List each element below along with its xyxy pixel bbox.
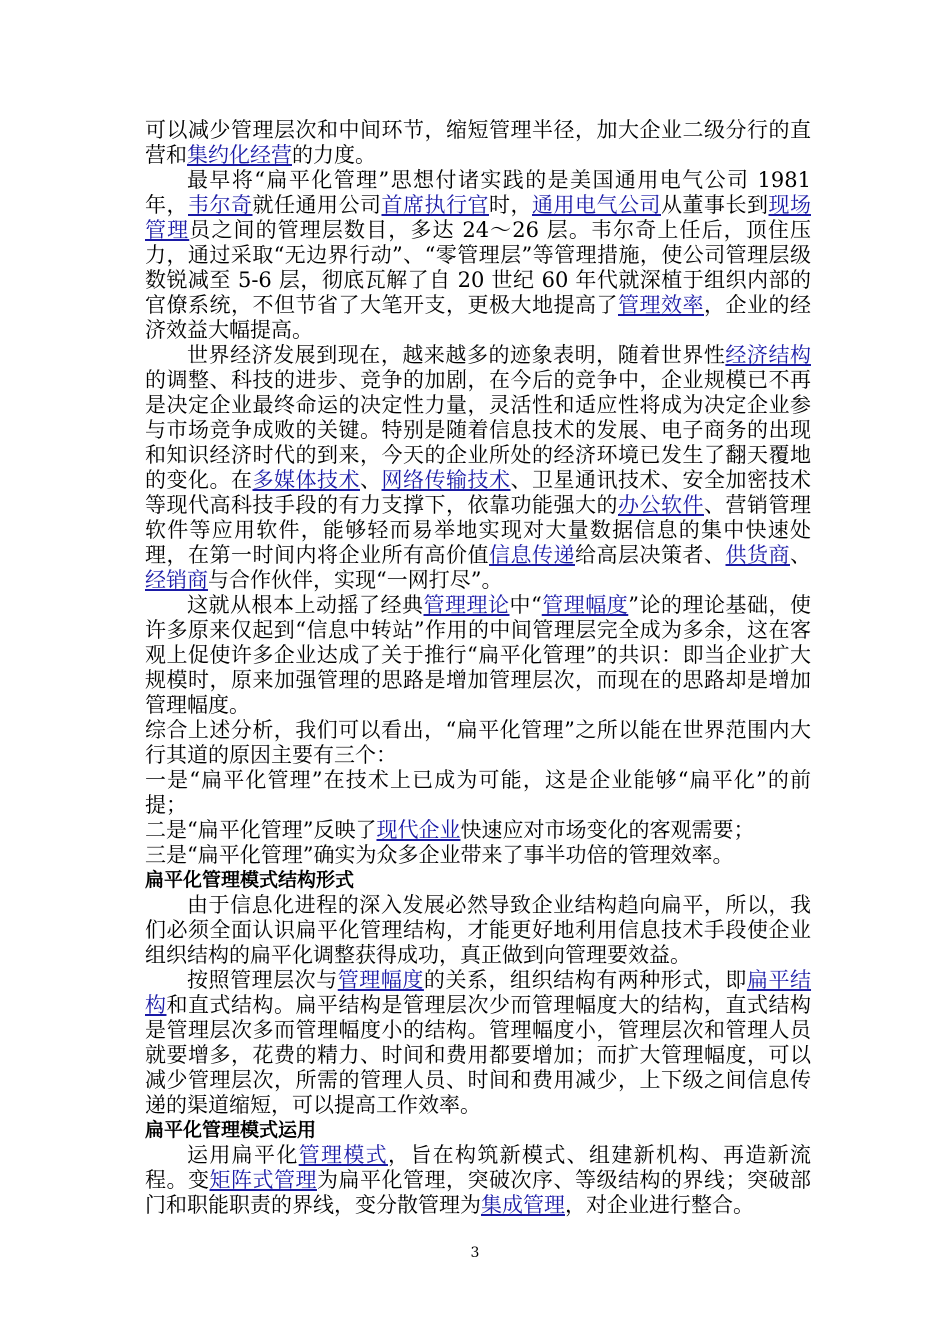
- section-heading: [145, 868, 811, 893]
- hyperlink[interactable]: 管理效率: [618, 293, 704, 317]
- paragraph: [145, 718, 811, 768]
- hyperlink[interactable]: 供货商: [725, 543, 790, 567]
- hyperlink[interactable]: 集成管理: [481, 1193, 565, 1217]
- text-run: 一是“扁平化管理”在技术上已成为可能，这是企业能够“扁平化”的前提；: [145, 768, 811, 817]
- hyperlink[interactable]: 韦尔奇: [188, 193, 253, 217]
- hyperlink[interactable]: 首席执行官: [381, 193, 489, 217]
- text-run: 从董事长到: [661, 193, 769, 217]
- paragraph: [145, 343, 811, 593]
- paragraph: [145, 1143, 811, 1218]
- paragraph: [145, 843, 811, 868]
- paragraph: [145, 118, 811, 168]
- text-run: 由于信息化进程的深入发展必然导致企业结构趋向扁平，所以，我们必须全面认识扁平化管理结构，才能更好地利用信息技术手段使企业组织结构的扁平化调整获得成功，真正做到向管理要效益。: [145, 893, 811, 967]
- hyperlink[interactable]: 经销商: [145, 568, 208, 592]
- text-run: ，企业的经济效益大幅提高。: [145, 293, 811, 342]
- text-run: 这就从根本上动摇了经典: [187, 593, 424, 617]
- hyperlink[interactable]: 办公软件: [618, 493, 704, 517]
- text-run: 、营销管理软件等应用软件，能够轻而易举地实现对大量数据信息的集中快速处理，在第一时间内将企业所有高价值: [145, 493, 811, 567]
- text-run: 三是“扁平化管理”确实为众多企业带来了事半功倍的管理效率。: [145, 843, 734, 867]
- hyperlink[interactable]: 现代企业: [376, 818, 461, 842]
- text-run: 、: [790, 543, 811, 567]
- text-run: 时，: [489, 193, 532, 217]
- text-run: 扁平化管理模式运用: [145, 1119, 317, 1141]
- text-run: 的关系，组织结构有两种形式，即: [423, 968, 747, 992]
- text-run: 世界经济发展到现在，越来越多的迹象表明，随着世界性: [187, 343, 726, 367]
- text-run: 和直式结构。扁平结构是管理层次少而管理幅度大的结构，直式结构是管理层次多而管理幅度小的结构。管理幅度小，管理层次和管理人员就要增多，花费的精力、时间和费用都要增加；而扩大管理幅度，可以减少管理层次，所需的管理人员、时间和费用减少，上下级之间信息传递的渠道缩短，可以提高工作效率。: [145, 993, 811, 1117]
- hyperlink[interactable]: 集约化经营: [187, 143, 292, 167]
- hyperlink[interactable]: 管理幅度: [337, 968, 424, 992]
- section-heading: [145, 1118, 811, 1143]
- text-run: 就任通用公司: [252, 193, 382, 217]
- paragraph: [145, 818, 811, 843]
- paragraph: [145, 893, 811, 968]
- text-run: 、: [360, 468, 382, 492]
- page-number: 3: [470, 1245, 480, 1261]
- text-run: 中“: [509, 593, 542, 617]
- hyperlink[interactable]: 信息传递: [489, 543, 575, 567]
- text-run: 二是“扁平化管理”反映了: [145, 818, 377, 842]
- text-run: 快速应对市场变化的客观需要；: [460, 818, 755, 842]
- text-run: 员之间的管理层数目，多达 24～26 层。韦尔奇上任后，顶住压力，通过采取“无边界行动”、“零管理层”等管理措施，使公司管理层级数锐减至 5-6 层，彻底瓦解了自 20 世纪 60 年代就深植于组织内部的官僚系统，不但节省了大笔开支，更极大地提高了: [145, 218, 812, 317]
- paragraph: [145, 593, 811, 718]
- text-run: 按照管理层次与: [187, 968, 338, 992]
- hyperlink[interactable]: 网络传输技术: [381, 468, 511, 492]
- text-run: 、卫星通讯技术、安全加密技术等现代高科技手段的有力支撑下，依靠功能强大的: [145, 468, 811, 517]
- text-run: 给高层决策者、: [575, 543, 726, 567]
- hyperlink[interactable]: 矩阵式管理: [209, 1168, 317, 1192]
- paragraph: [145, 968, 811, 1118]
- hyperlink[interactable]: 经济结构: [725, 343, 811, 367]
- text-run: 为扁平化管理，突破次序、等级结构的界线；突破部门和职能职责的界线，变分散管理为: [145, 1168, 811, 1217]
- text-run: 的调整、科技的进步、竞争的加剧，在今后的竞争中，企业规模已不再是决定企业最终命运的决定性力量，灵活性和适应性将成为决定企业参与市场竞争成败的关键。特别是随着信息技术的发展、电子商务的出现和知识经济时代的到来，今天的企业所处的经济环境已发生了翻天覆地的变化。在: [145, 368, 811, 492]
- text-run: 综合上述分析，我们可以看出，“扁平化管理”之所以能在世界范围内大行其道的原因主要有三个：: [145, 718, 811, 767]
- hyperlink[interactable]: 管理幅度: [541, 593, 629, 617]
- document-body: [145, 118, 811, 1218]
- text-run: 最早将“扁平化管理”思想付诸实践的是美国通用电气公司 1981 年，: [145, 168, 811, 217]
- hyperlink[interactable]: 通用电气公司: [532, 193, 661, 217]
- text-run: ，对企业进行整合。: [565, 1193, 754, 1217]
- text-run: 与合作伙伴，实现“一网打尽”。: [208, 568, 503, 592]
- text-run: 扁平化管理模式结构形式: [145, 869, 355, 891]
- hyperlink[interactable]: 扁平结构: [145, 968, 812, 1017]
- hyperlink[interactable]: 管理理论: [423, 593, 510, 617]
- paragraph: [145, 168, 811, 343]
- text-run: ”论的理论基础，使许多原来仅起到“信息中转站”作用的中间管理层完全成为多余，这在客观上促使许多企业达成了关于推行“扁平化管理”的共识：即当企业扩大规模时，原来加强管理的思路是增加管理层次，而现在的思路却是增加管理幅度。: [145, 593, 811, 717]
- text-run: 运用扁平化: [187, 1143, 299, 1167]
- text-run: 的力度。: [292, 143, 376, 167]
- paragraph: [145, 768, 811, 818]
- hyperlink[interactable]: 现场管理: [145, 193, 811, 242]
- hyperlink[interactable]: 多媒体技术: [252, 468, 360, 492]
- text-run: 可以减少管理层次和中间环节，缩短管理半径，加大企业二级分行的直营和: [145, 118, 811, 167]
- text-run: ，旨在构筑新模式、组建新机构、再造新流程。变: [145, 1143, 812, 1192]
- hyperlink[interactable]: 管理模式: [298, 1143, 389, 1167]
